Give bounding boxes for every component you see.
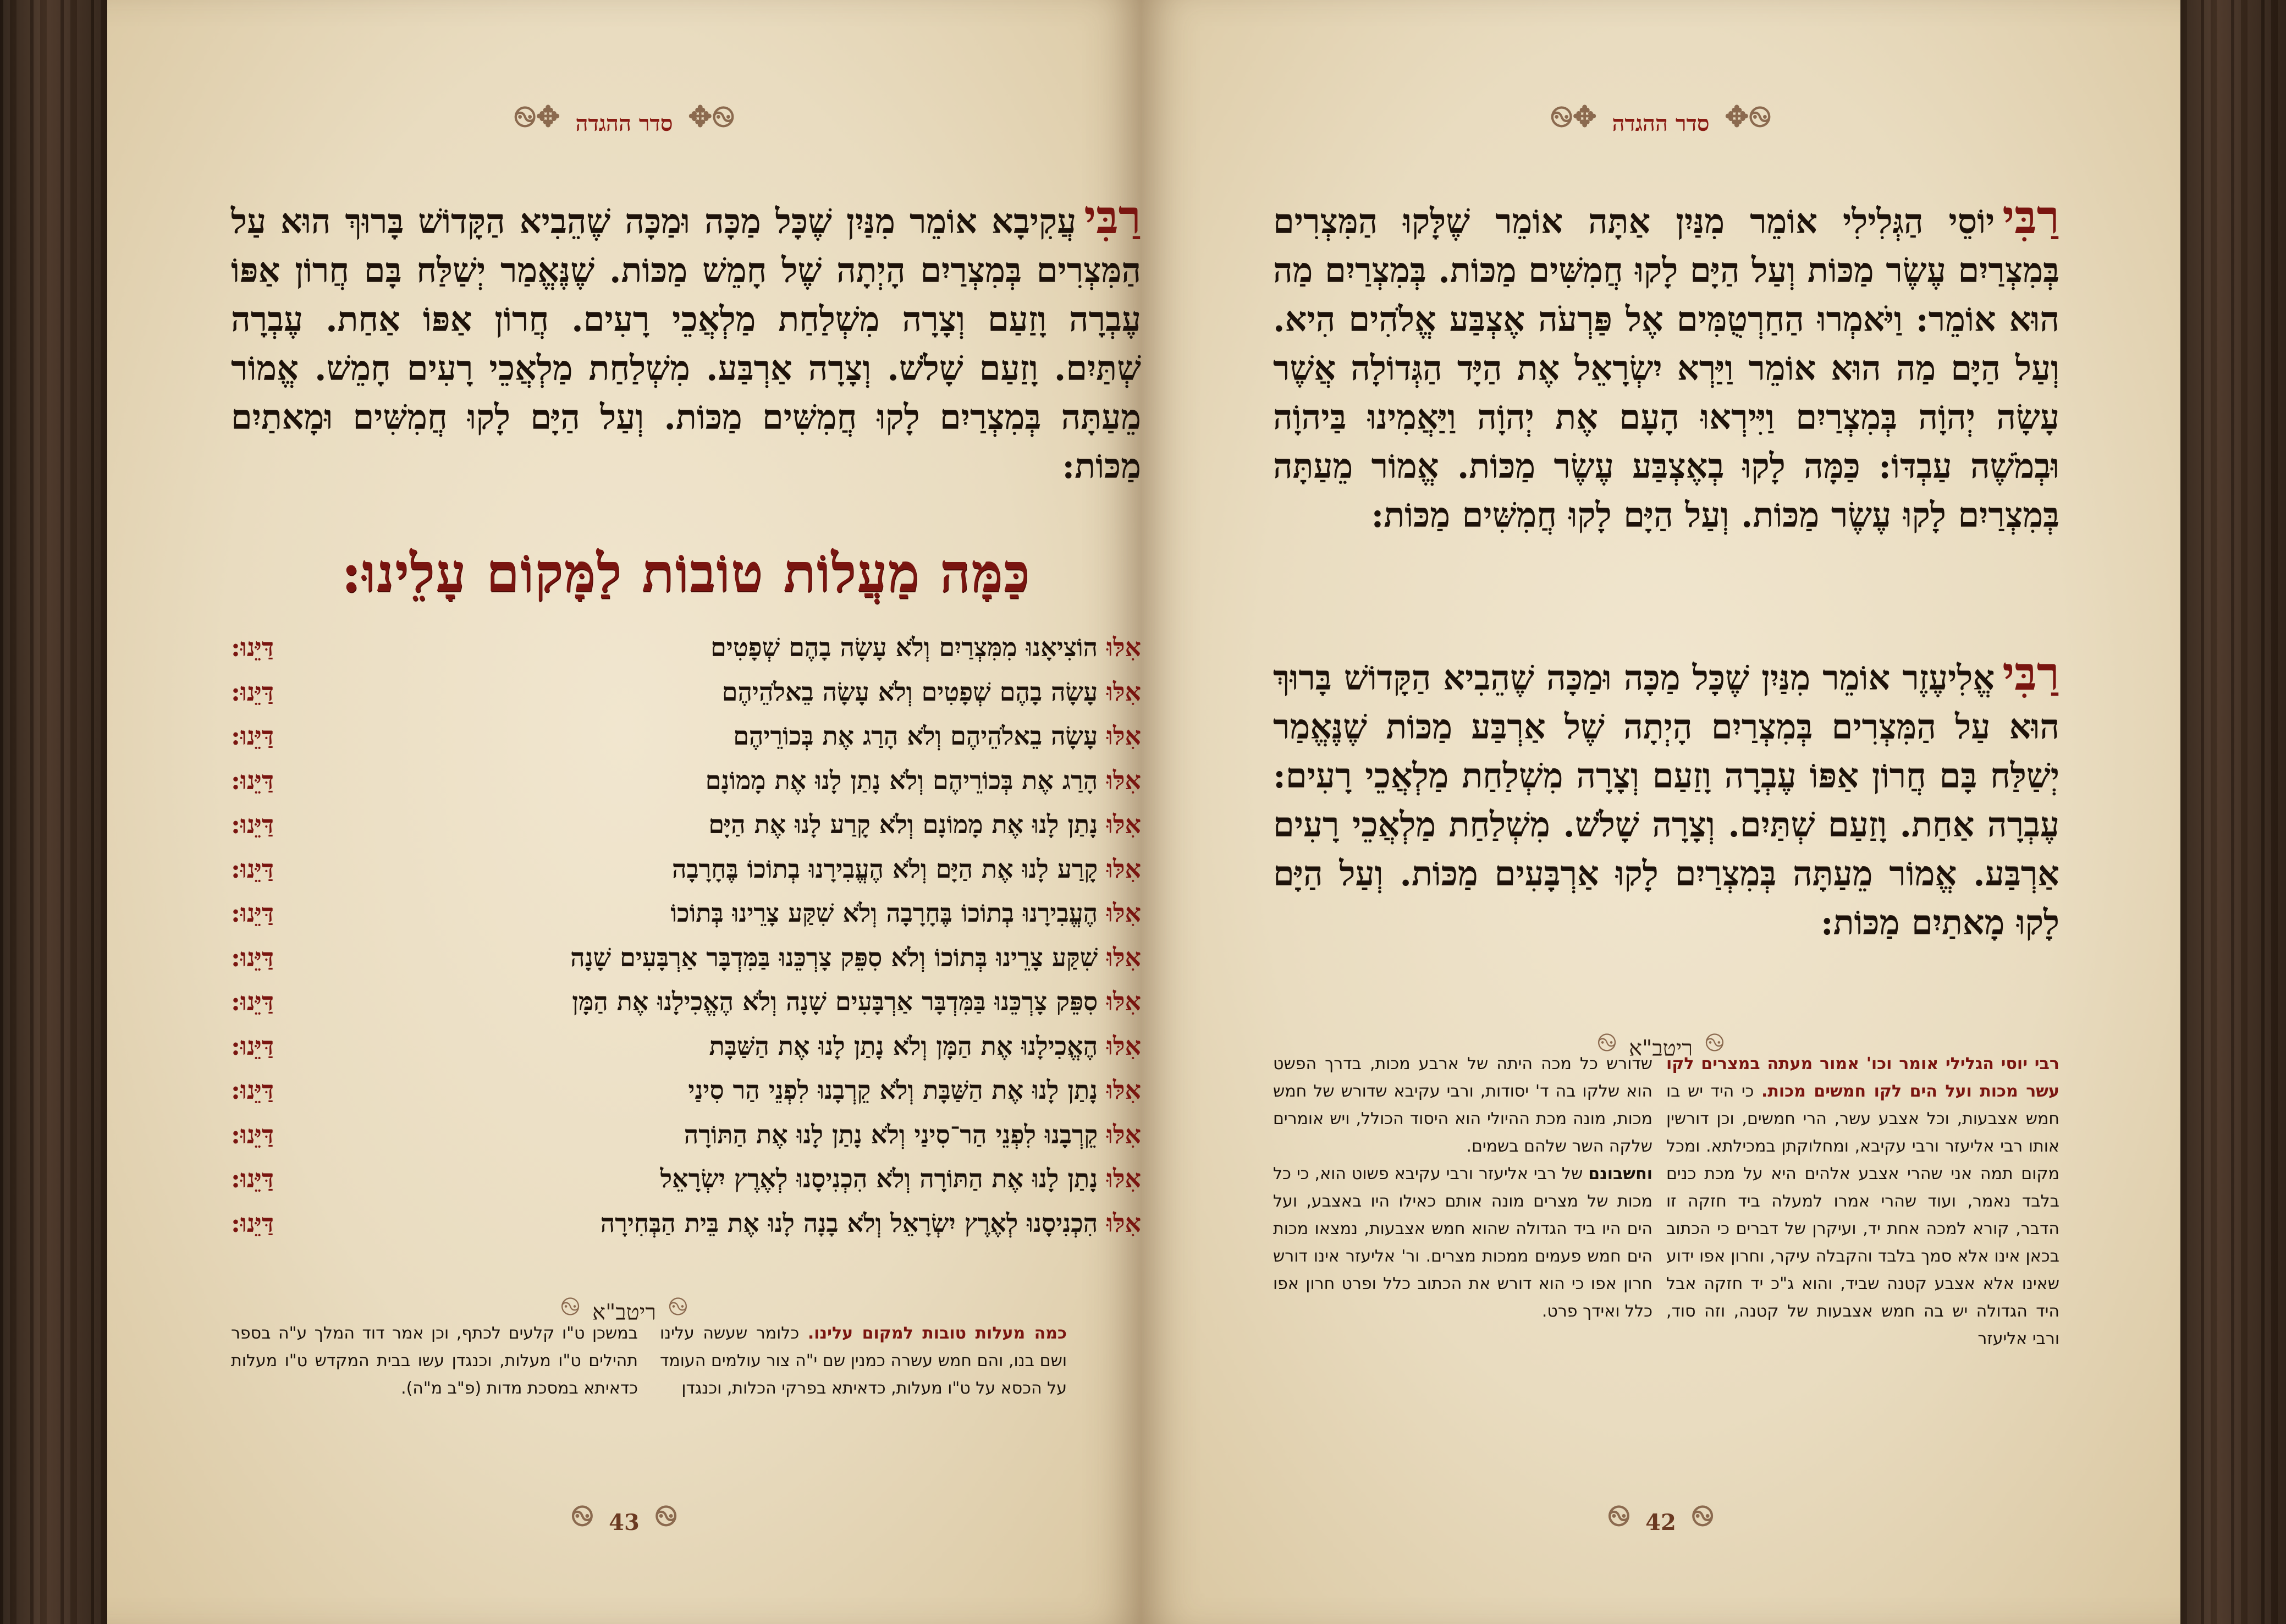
dayenu-row [231, 766, 1141, 810]
dropcap-rabbi: רַבִּי [1084, 190, 1141, 244]
commentary-column-1 [1666, 1050, 2059, 1353]
alu-word: אִלּוּ [1106, 942, 1141, 972]
dayenu-line [684, 1120, 1141, 1149]
alu-word: אִלּוּ [1106, 721, 1141, 751]
dayenu-row [231, 898, 1141, 943]
dayenu-line [706, 766, 1141, 795]
dayenu-line-text: קָרַע לָנוּ אֶת הַיָּם וְלֹא הֶעֱבִירָנוּ בְתוֹכוֹ בֶּחָרָבָה [672, 854, 1098, 884]
flourish-icon: ࿊✥ [514, 100, 560, 134]
dayenu-line-text: הָרַג אֶת בְּכוֹרֵיהֶם וְלֹא נָתַן לָנוּ אֶת מָמוֹנָם [705, 765, 1098, 795]
dayenu-line-text: נָתַן לָנוּ אֶת הַשַּׁבָּת וְלֹא קֵרְבָנוּ לִפְנֵי הַר סִינַי [688, 1075, 1098, 1105]
commentary-text: שדורש כל מכה היתה של ארבע מכות, בדרך הפשט הוא שלקו בה ד' יסודות, ורבי עקיבא שדורש של חמש מכות, מונה מכת ההיולי הוא היסוד הכולל, ויש אומרים שלקה השר שלהם בשמים. [1273, 1054, 1652, 1156]
dayenu-line [708, 810, 1141, 839]
page-number-value: 43 [609, 1510, 640, 1535]
flourish-icon: ✥࿊ [1725, 100, 1771, 134]
commentary-column-2 [1273, 1050, 1652, 1325]
running-head [1141, 85, 2180, 166]
dayenu-word: דַּיֵּנוּ: [231, 810, 274, 839]
dayenu-word: דַּיֵּנוּ: [231, 1119, 274, 1149]
dropcap-rabbi: רַבִּי [2002, 646, 2059, 701]
commentary-bold-lead: וחשבונם [1588, 1164, 1652, 1183]
dayenu-row [231, 677, 1141, 722]
flourish-icon: ࿊ [668, 1291, 688, 1321]
eliezer-paragraph [1273, 646, 2059, 947]
alu-word: אִלּוּ [1106, 1208, 1141, 1238]
dayenu-line [733, 721, 1141, 751]
page-number [1141, 1484, 2180, 1565]
wood-frame-right [2171, 0, 2286, 1624]
dayenu-line [710, 632, 1141, 662]
akiva-paragraph [231, 192, 1141, 491]
dayenu-word: דַּיֵּנוּ: [231, 1075, 274, 1105]
page-42 [1141, 0, 2180, 1624]
eliezer-text: אֱלִיעֶזֶר אוֹמֵר מִנַּיִן שֶׁכָּל מַכָּה וּמַכָּה שֶׁהֵבִיא הַקָּדוֹשׁ בָּרוּךְ הוּא עַל הַמִּצְרִים בְּמִצְרַיִם הָיְתָה שֶׁל אַרְבַּע מַכּוֹת שֶׁנֶּאֱמַר יְשַׁלַּח בָּם חֲרוֹן אַפּוֹ עֶבְרָה וָזַעַם וְצָרָה מִשְׁלַחַת מַלְאֲכֵי רָעִים: עֶבְרָה אַחַת. וָזַעַם שְׁתַּיִם. וְצָרָה שָׁלֹשׁ. מִשְׁלַחַת מַלְאֲכֵי רָעִים אַרְבַּע. אֱמוֹר מֵעַתָּה בְּמִצְרַיִם לָקוּ אַרְבָּעִים מַכּוֹת. וְעַל הַיָּם לָקוּ מָאתַיִם מַכּוֹת: [1273, 658, 2059, 943]
commentary-label-text: ריטב"א [1629, 1036, 1693, 1061]
yossi-paragraph [1273, 192, 2059, 540]
flourish-icon: ࿊ [571, 1499, 594, 1533]
alu-word: אִלּוּ [1106, 810, 1141, 839]
alu-word: אִלּוּ [1106, 765, 1141, 795]
dayenu-line [670, 898, 1141, 928]
dayenu-word: דַּיֵּנוּ: [231, 721, 274, 751]
page-number [107, 1484, 1141, 1565]
akiva-text: עֲקִיבָא אוֹמֵר מִנַּיִן שֶׁכָּל מַכָּה וּמַכָּה שֶׁהֵבִיא הַקָּדוֹשׁ בָּרוּךְ הוּא עַל הַמִּצְרִים בְּמִצְרַיִם הָיְתָה שֶׁל חָמֵשׁ מַכּוֹת. שֶׁנֶּאֱמַר יְשַׁלַּח בָּם חֲרוֹן אַפּוֹ עֶבְרָה וָזַעַם וְצָרָה מִשְׁלַחַת מַלְאֲכֵי רָעִים. חֲרוֹן אַפּוֹ אַחַת. עֶבְרָה שְׁתַּיִם. וָזַעַם שָׁלֹשׁ. וְצָרָה אַרְבַּע. מִשְׁלַחַת מַלְאֲכֵי רָעִים חָמֵשׁ. אֱמוֹר מֵעַתָּה בְּמִצְרַיִם לָקוּ חֲמִשִּׁים מַכּוֹת. וְעַל הַיָּם לָקוּ חֲמִשִּׁים וּמָאתַיִם מַכּוֹת: [231, 201, 1141, 486]
dayenu-word: דַּיֵּנוּ: [231, 765, 274, 795]
alu-word: אִלּוּ [1106, 898, 1141, 928]
page-43 [107, 0, 1141, 1624]
dayenu-line-text: הֶעֱבִירָנוּ בְתוֹכוֹ בֶּחָרָבָה וְלֹא שִׁקַּע צָרֵינוּ בְּתוֹכוֹ [670, 898, 1098, 928]
flourish-icon: ✥࿊ [688, 100, 735, 134]
flourish-icon: ࿊✥ [1550, 100, 1597, 134]
dayenu-row [231, 1164, 1141, 1208]
commentary-text: של רבי אליעזר ורבי עקיבא פשוט הוא, כי כל מכות של מצרים מונה אותם כאילו היו באצבע, ועל הים היו ביד הגדולה שהוא חמש אצבעות, נמצאו מכות הים חמש פעמים ממכות מצרים. ור' אליעזר אינו דורש חרון אפו כי הוא דורש את הכתוב כלל ופרט חרון אפו כלל ואידך פרט. [1273, 1164, 1652, 1321]
commentary-text: במשכן ט"ו קלעים לכתף, וכן אמר דוד המלך ע"ה בספר תהילים ט"ו מעלות, וכנגדן עשו בבית המקדש ט"ו מעלות כדאיתא במסכת מדות (פ"ב מ"ה). [231, 1324, 638, 1398]
dayenu-line-text: שִׁקַּע צָרֵינוּ בְּתוֹכוֹ וְלֹא סִפֵּק צָרְכֵּנוּ בַּמִּדְבָּר אַרְבָּעִים שָׁנָה [570, 942, 1098, 972]
commentary-column-1 [660, 1320, 1067, 1402]
dayenu-line [722, 677, 1141, 707]
dayenu-line [672, 854, 1141, 884]
dayenu-row [231, 1208, 1141, 1253]
dayenu-row [231, 721, 1141, 766]
dayenu-line-text: נָתַן לָנוּ אֶת מָמוֹנָם וְלֹא קָרַע לָנוּ אֶת הַיָּם [708, 810, 1098, 839]
dayenu-word: דַּיֵּנוּ: [231, 1164, 274, 1193]
dayenu-line [660, 1164, 1141, 1193]
alu-word: אִלּוּ [1106, 676, 1141, 707]
yossi-text: יוֹסֵי הַגְּלִילִי אוֹמֵר מִנַּיִן אַתָּה אוֹמֵר שֶׁלָּקוּ הַמִּצְרִים בְּמִצְרַיִם עֶשֶׂר מַכּוֹת וְעַל הַיָּם לָקוּ חֲמִשִּׁים מַכּוֹת. בְּמִצְרַיִם מַה הוּא אוֹמֵר: וַיֹּאמְרוּ הַחַרְטֻמִּים אֶל פַּרְעֹה אֶצְבַּע אֱלֹהִים הִיא. וְעַל הַיָּם מַה הוּא אוֹמֵר וַיַּרְא יִשְׂרָאֵל אֶת הַיָּד הַגְּדוֹלָה אֲשֶׁר עָשָׂה יְהוָֹה בְּמִצְרַיִם וַיִּירְאוּ הָעָם אֶת יְהוָֹה וַיַּאֲמִינוּ בַּיהוָֹה וּבְמֹשֶׁה עַבְדּוֹ: כַּמָּה לָקוּ בְאֶצְבַּע עֶשֶׂר מַכּוֹת. אֱמוֹר מֵעַתָּה בְּמִצְרַיִם לָקוּ עֶשֶׂר מַכּוֹת. וְעַל הַיָּם לָקוּ חֲמִשִּׁים מַכּוֹת: [1273, 201, 2059, 535]
running-head-label: סדר ההגדה [575, 111, 673, 136]
dayenu-row [231, 810, 1141, 854]
running-head-label: סדר ההגדה [1612, 111, 1710, 136]
dayenu-row [231, 1031, 1141, 1076]
flourish-icon: ࿊ [1704, 1027, 1725, 1057]
dayenu-word: דַּיֵּנוּ: [231, 898, 274, 928]
dayenu-word: דַּיֵּנוּ: [231, 1031, 274, 1061]
flourish-icon: ࿊ [1607, 1499, 1631, 1533]
dayenu-word: דַּיֵּנוּ: [231, 1208, 274, 1238]
dayenu-line [570, 943, 1141, 972]
dayenu-word: דַּיֵּנוּ: [231, 676, 274, 707]
commentary-label-text: ריטב"א [592, 1300, 656, 1325]
dayenu-word: דַּיֵּנוּ: [231, 632, 274, 662]
flourish-icon: ࿊ [654, 1499, 677, 1533]
dayenu-row [231, 987, 1141, 1031]
dayenu-row [231, 632, 1141, 677]
dayenu-line-text: הוֹצִיאָנוּ מִמִּצְרַיִם וְלֹא עָשָׂה בָהֶם שְׁפָטִים [710, 632, 1098, 662]
dayenu-line [601, 1208, 1141, 1238]
kama-maalot-heading: כַּמָּה מַעֲלוֹת טוֹבוֹת לַמָּקוֹם עָלֵינוּ: [341, 542, 1031, 604]
flourish-icon: ࿊ [560, 1291, 580, 1321]
dayenu-line-text: הִכְנִיסָנוּ לְאֶרֶץ יִשְׂרָאֵל וְלֹא בָנָה לָנוּ אֶת בֵּית הַבְּחִירָה [600, 1208, 1098, 1238]
commentary-highlight: כמה מעלות טובות למקום עלינו. [807, 1324, 1067, 1343]
alu-word: אִלּוּ [1106, 1119, 1141, 1149]
dropcap-rabbi: רַבִּי [2002, 190, 2059, 244]
alu-word: אִלּוּ [1106, 1164, 1141, 1193]
dayenu-line-text: קֵרְבָנוּ לִפְנֵי הַר־סִינַי וְלֹא נָתַן לָנוּ אֶת הַתּוֹרָה [684, 1119, 1098, 1149]
commentary-text: כלומר שעשה עלינו ושם בנו, והם חמש עשרה כמנין שם י"ה צור עולמים העומד על הכסא על ט"ו מעלות, כדאיתא בפרקי הכלות, וכנגדן [660, 1324, 1067, 1398]
dayenu-line-text: הֶאֱכִילָנוּ אֶת הַמָּן וְלֹא נָתַן לָנוּ אֶת הַשַּׁבָּת [709, 1031, 1098, 1061]
dayenu-line-text: נָתַן לָנוּ אֶת הַתּוֹרָה וְלֹא הִכְנִיסָנוּ לְאֶרֶץ יִשְׂרָאֵל [660, 1164, 1098, 1193]
commentary-text: כי היד יש בו חמש אצבעות, וכל אצבע עשר, הרי חמשים, וכן דורשין אותו רבי אליעזר ורבי עקיבא, ומחלוקתן במכילתא. ומכל מקום תמה אני שהרי אצבע אלהים היא על מכת כנים בלבד נאמר, ועוד שהרי אמרו למעלה ביד חזקה זו הדבר, קורא למכה אחת יד, ועיקרן של דברים כי הכתוב בכאן אינו אלא סמך בלבד והקבלה עיקר, וחרון אפו ידוע שאינו אלא אצבע קטנה שביד, והוא ג"כ יד חזקה אבל היד הגדולה יש בה חמש אצבעות של קטנה, וזה סוד, ורבי אליעזר [1666, 1082, 2059, 1348]
wood-frame-left [0, 0, 115, 1624]
alu-word: אִלּוּ [1106, 632, 1141, 662]
dayenu-line-text: סִפֵּק צָרְכֵּנוּ בַּמִּדְבָּר אַרְבָּעִים שָׁנָה וְלֹא הֶאֱכִילָנוּ אֶת הַמָּן [572, 987, 1098, 1016]
dayenu-list [231, 632, 1141, 1252]
dayenu-line [572, 987, 1141, 1016]
dayenu-row [231, 1075, 1141, 1120]
flourish-icon: ࿊ [1597, 1027, 1617, 1057]
dayenu-line [709, 1031, 1141, 1061]
dayenu-row [231, 854, 1141, 899]
dayenu-row [231, 1120, 1141, 1164]
alu-word: אִלּוּ [1106, 854, 1141, 884]
dayenu-line-text: עָשָׂה בֵאלֹהֵיהֶם וְלֹא הָרַג אֶת בְּכוֹרֵיהֶם [733, 721, 1098, 751]
dayenu-line-text: עָשָׂה בָהֶם שְׁפָטִים וְלֹא עָשָׂה בֵאלֹהֵיהֶם [721, 676, 1098, 707]
alu-word: אִלּוּ [1106, 1031, 1141, 1061]
commentary-column-2 [231, 1320, 638, 1402]
alu-word: אִלּוּ [1106, 1075, 1141, 1105]
page-number-value: 42 [1645, 1510, 1676, 1535]
flourish-icon: ࿊ [1691, 1499, 1714, 1533]
dayenu-row [231, 943, 1141, 987]
running-head [107, 85, 1141, 166]
dayenu-word: דַּיֵּנוּ: [231, 987, 274, 1016]
dayenu-line [688, 1075, 1141, 1105]
commentary-highlight: רבי יוסי הגלילי אומר וכו' אמור מעתה במצרים לקו עשר מכות ועל הים לקו חמשים מכות. [1666, 1054, 2059, 1101]
dayenu-word: דַּיֵּנוּ: [231, 854, 274, 884]
alu-word: אִלּוּ [1106, 987, 1141, 1016]
dayenu-word: דַּיֵּנוּ: [231, 942, 274, 972]
